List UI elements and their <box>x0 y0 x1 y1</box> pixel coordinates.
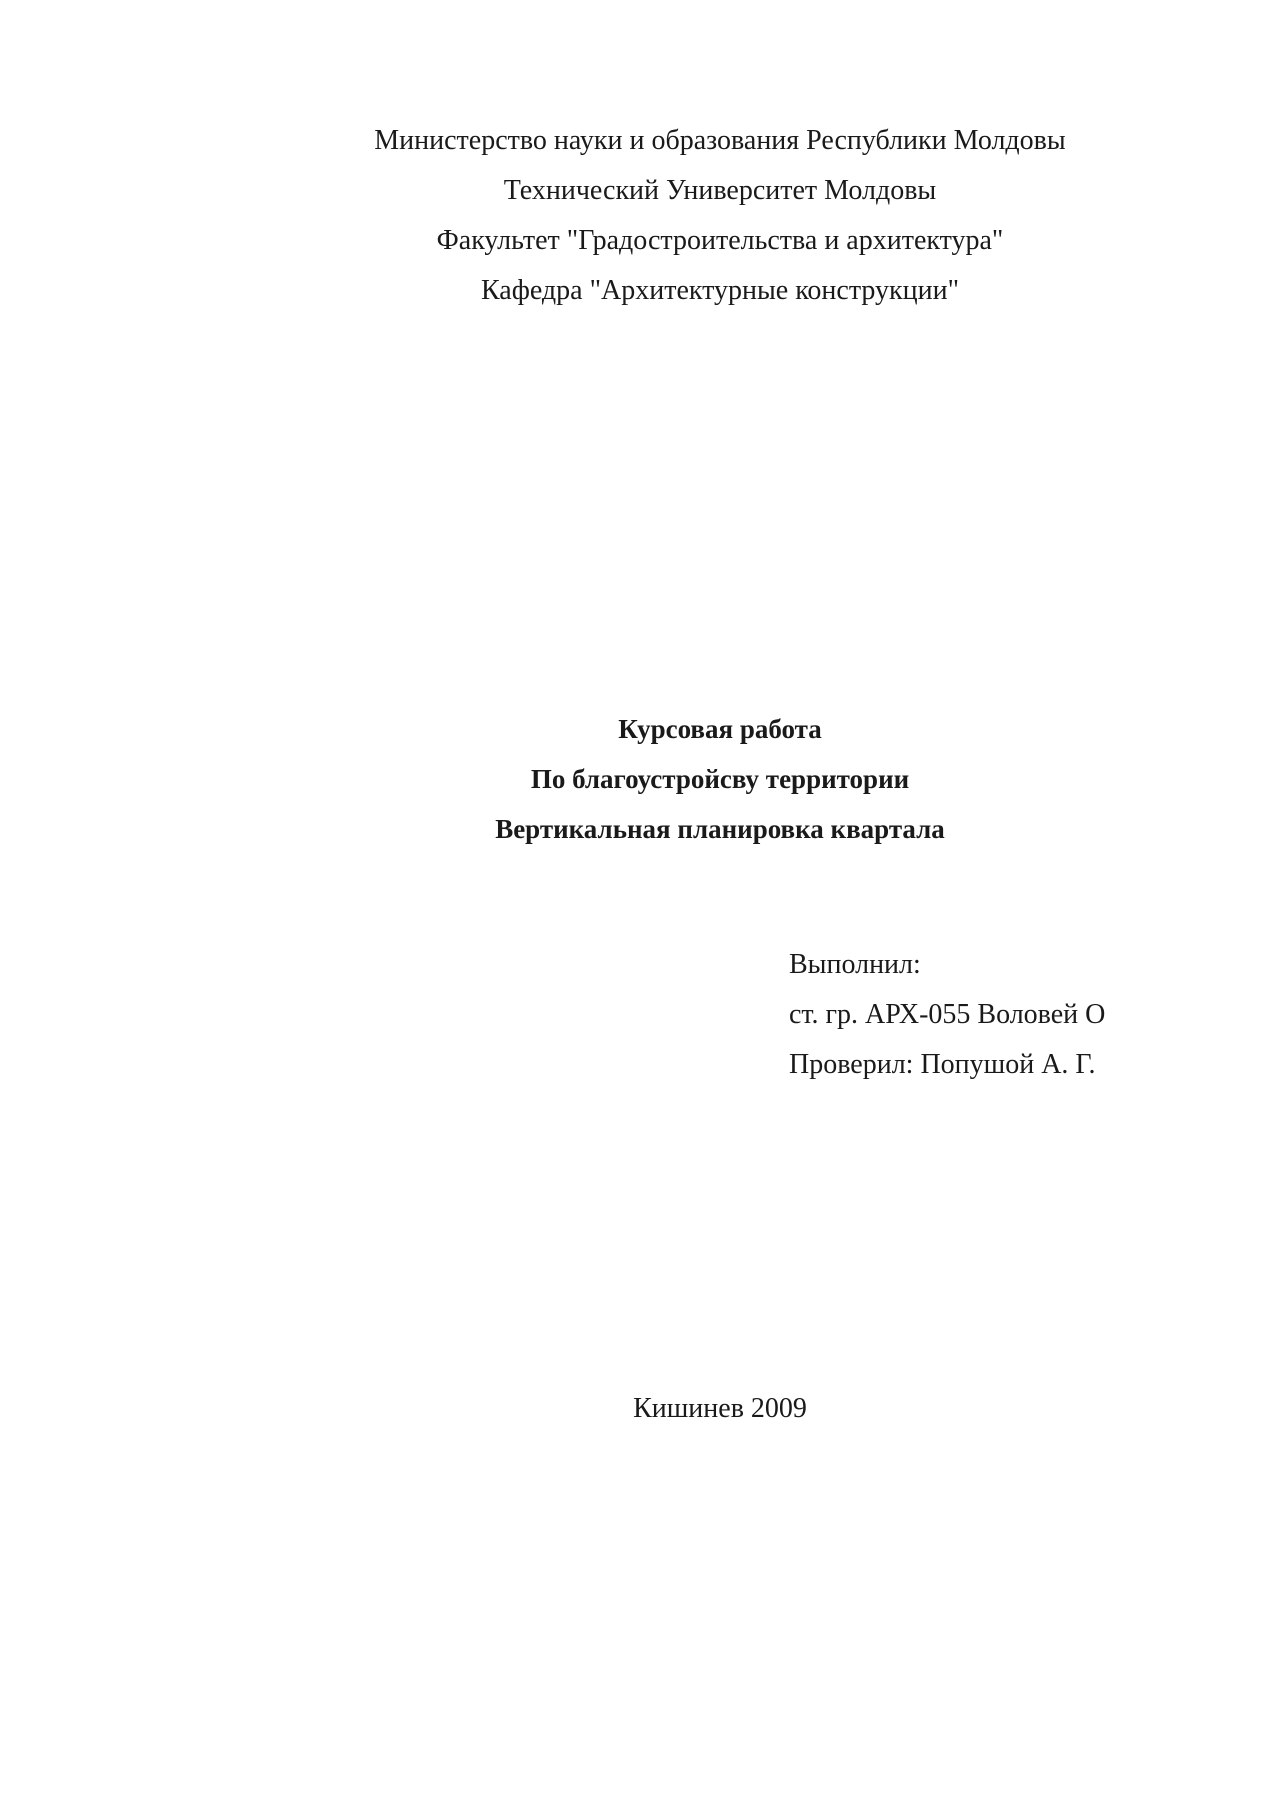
university-line: Технический Университет Молдовы <box>503 175 937 206</box>
title-block <box>0 704 1280 854</box>
city-year: Кишинев 2009 <box>633 1393 807 1424</box>
signature-block <box>789 940 1105 1090</box>
performed-label: Выполнил: <box>789 949 921 980</box>
footer <box>0 1384 1280 1434</box>
institution-header <box>0 116 1280 316</box>
subject-title: По благоустройсву территории <box>530 764 910 794</box>
student-line: ст. гр. АРХ-055 Воловей О <box>789 999 1106 1030</box>
department-line: Кафедра "Архитектурные конструкции" <box>480 275 960 306</box>
faculty-line: Факультет "Градостроительства и архитектура" <box>436 225 1004 256</box>
work-type-title: Курсовая работа <box>618 714 822 744</box>
topic-title: Вертикальная планировка квартала <box>495 814 945 844</box>
checked-line: Проверил: Попушой А. Г. <box>789 1049 1096 1080</box>
ministry-line: Министерство науки и образования Республики Молдовы <box>374 125 1066 156</box>
